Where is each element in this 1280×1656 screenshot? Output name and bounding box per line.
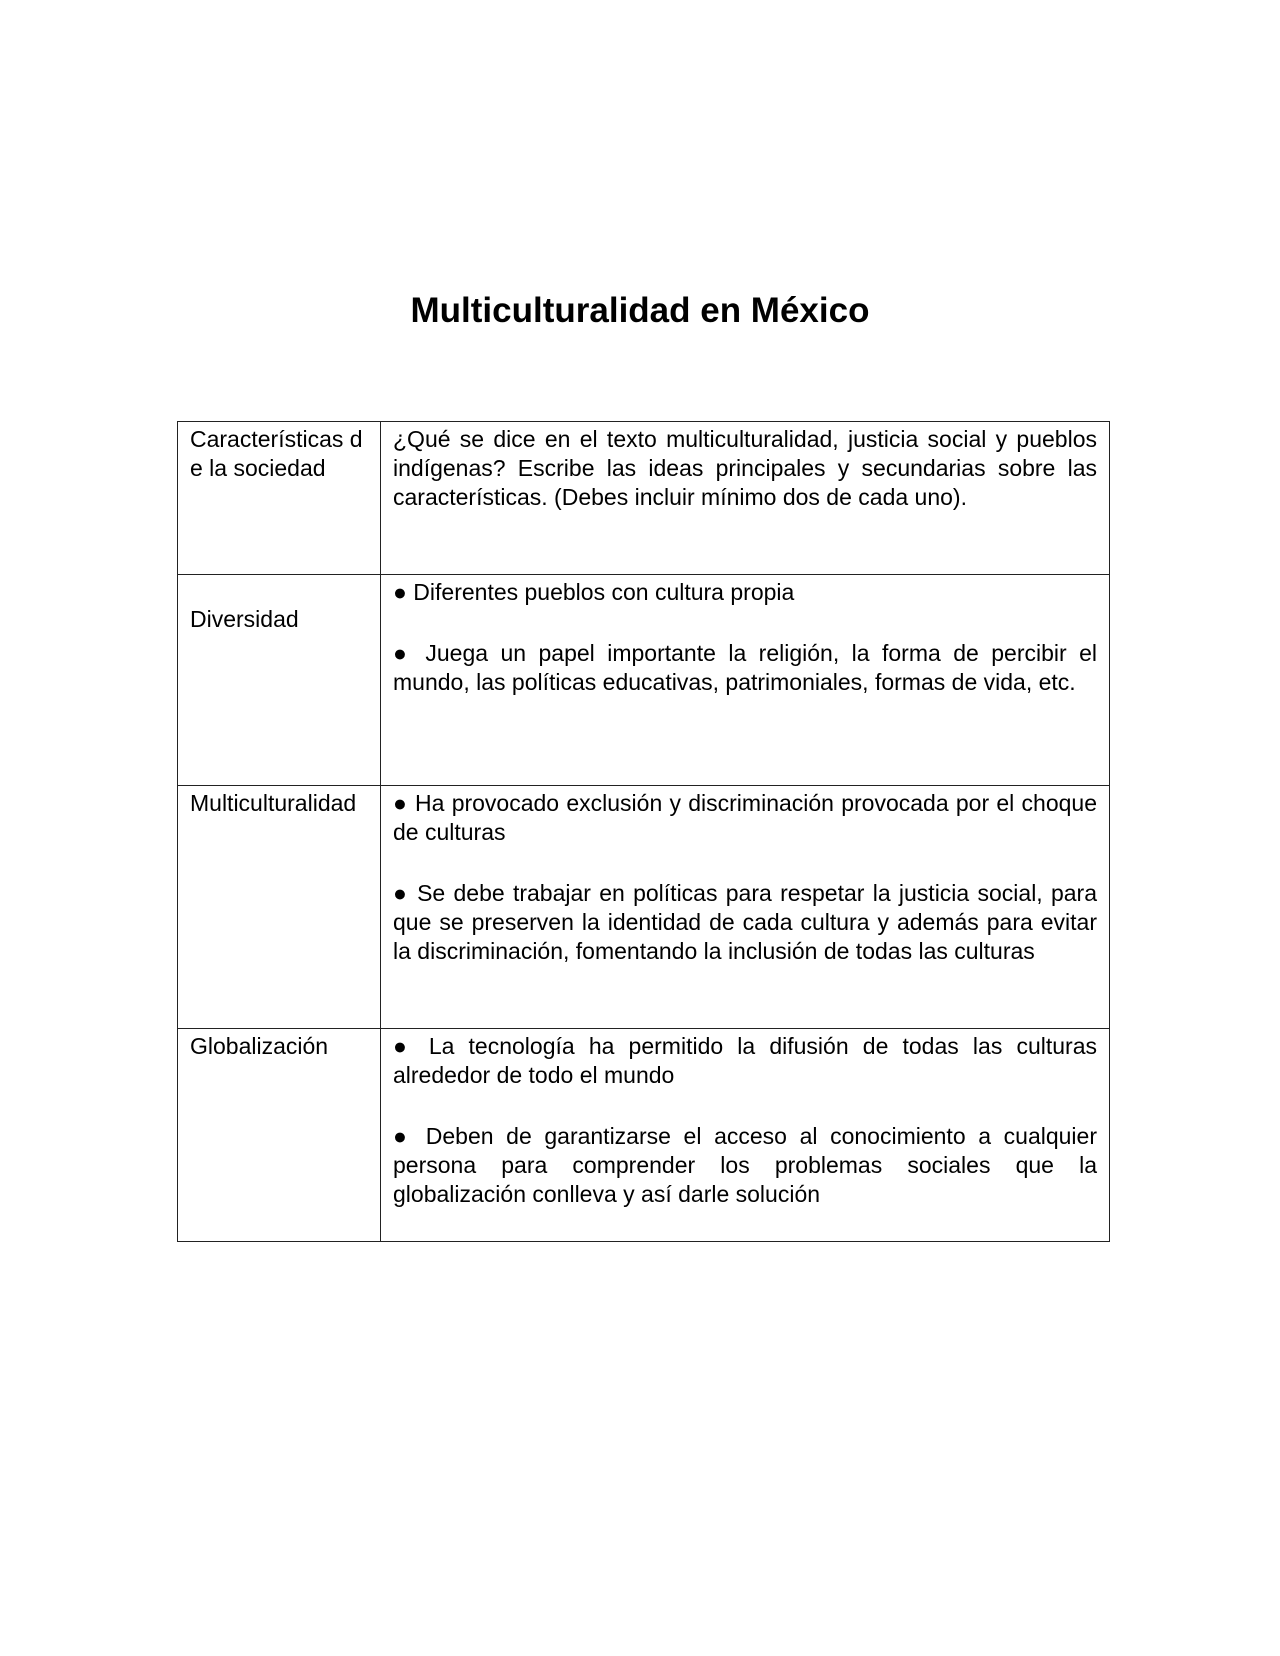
bullet-text: La tecnología ha permitido la difusión de todas las culturas alrededor de todo el mundo xyxy=(393,1033,1097,1088)
table-row-diversidad xyxy=(178,575,1110,786)
table-row-globalizacion xyxy=(178,1029,1110,1242)
row-content-multiculturalidad xyxy=(381,786,1110,1029)
row-content-globalizacion xyxy=(381,1029,1110,1242)
bullet-text: Diferentes pueblos con cultura propia xyxy=(413,579,795,605)
bullet-icon: ● xyxy=(393,1033,415,1059)
bullet-point xyxy=(393,1122,1097,1209)
header-left-cell: Características de la sociedad xyxy=(178,422,381,575)
bullet-point xyxy=(393,578,1097,607)
bullet-icon: ● xyxy=(393,1123,414,1149)
characteristics-table xyxy=(177,421,1110,1242)
bullet-icon: ● xyxy=(393,880,409,906)
bullet-point xyxy=(393,639,1097,697)
bullet-icon: ● xyxy=(393,640,413,666)
row-label-globalizacion: Globalización xyxy=(178,1029,381,1242)
bullet-point xyxy=(393,1032,1097,1090)
header-right-cell: ¿Qué se dice en el texto multiculturalidad, justicia social y pueblos indígenas? Escribe las ideas principales y secundarias sobre las características. (Debes incluir mínimo dos de cada uno). xyxy=(381,422,1110,575)
bullet-point xyxy=(393,789,1097,847)
row-label-diversidad: Diversidad xyxy=(178,575,381,786)
page-title: Multiculturalidad en México xyxy=(410,291,870,330)
table-row-multiculturalidad xyxy=(178,786,1110,1029)
table-header-row xyxy=(178,422,1110,575)
bullet-icon: ● xyxy=(393,790,408,816)
row-label-multiculturalidad: Multiculturalidad xyxy=(178,786,381,1029)
bullet-point xyxy=(393,879,1097,966)
bullet-text: Juega un papel importante la religión, la forma de percibir el mundo, las políticas educativas, patrimoniales, formas de vida, etc. xyxy=(393,640,1097,695)
bullet-text: Ha provocado exclusión y discriminación provocada por el choque de culturas xyxy=(393,790,1097,845)
bullet-icon: ● xyxy=(393,579,407,605)
bullet-text: Se debe trabajar en políticas para respetar la justicia social, para que se preserven la identidad de cada cultura y además para evitar la discriminación, fomentando la inclusión de todas las culturas xyxy=(393,880,1098,964)
bullet-text: Deben de garantizarse el acceso al conocimiento a cualquier persona para comprender los problemas sociales que la globalización conlleva y así darle solución xyxy=(393,1123,1097,1207)
row-content-diversidad xyxy=(381,575,1110,786)
